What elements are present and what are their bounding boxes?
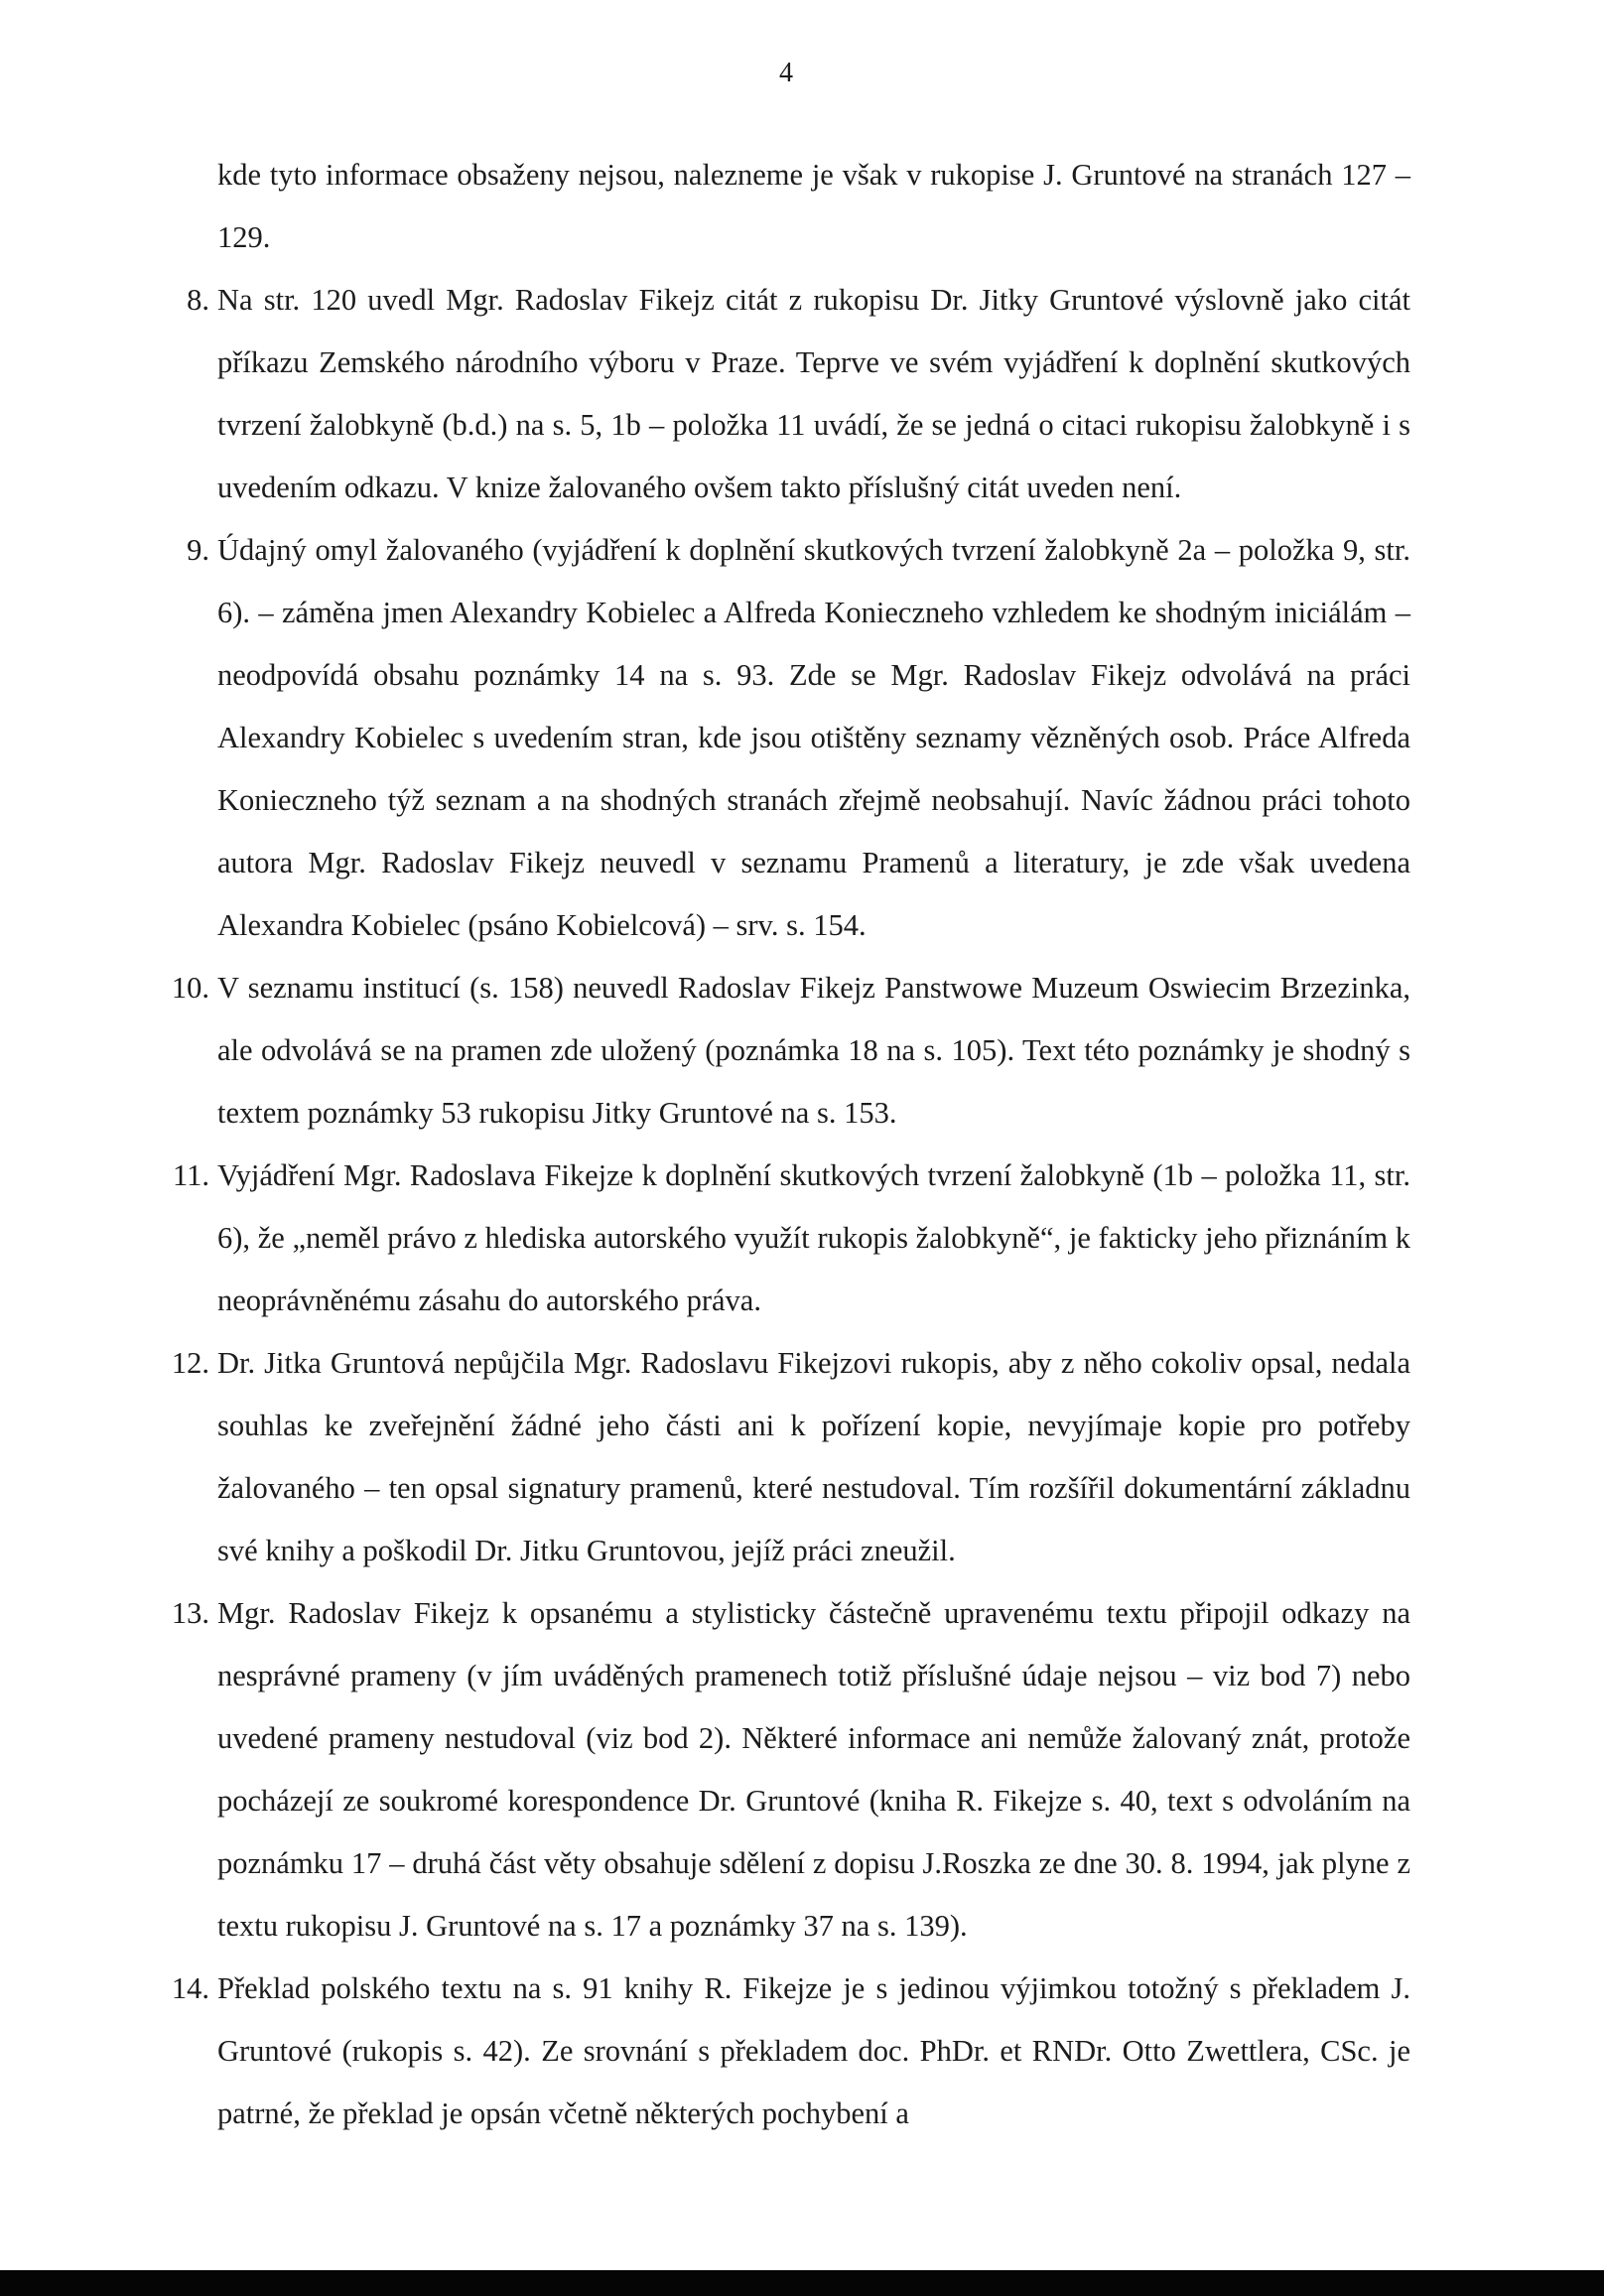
item-text: Dr. Jitka Gruntová nepůjčila Mgr. Radoslavu Fikejzovi rukopis, aby z něho cokoliv opsal, nedala souhlas ke zveřejnění žádné jeho části ani k pořízení kopie, nevyjímaje kopie pro potřeby žalovaného – ten opsal signatury pramenů, které nestudoval. Tím rozšířil dokumentární základnu své knihy a poškodil Dr. Jitku Gruntovou, jejíž práci zneužil. bbox=[217, 1346, 1410, 1567]
numbered-item-10 bbox=[171, 957, 1410, 1145]
item-text: Údajný omyl žalovaného (vyjádření k doplnění skutkových tvrzení žalobkyně 2a – položka 9, str. 6). – záměna jmen Alexandry Kobielec a Alfreda Konieczneho vzhledem ke shodným iniciálám – neodpovídá obsahu poznámky 14 na s. 93. Zde se Mgr. Radoslav Fikejz odvolává na práci Alexandry Kobielec s uvedením stran, kde jsou otištěny seznamy vězněných osob. Práce Alfreda Konieczneho týž seznam a na shodných stranách zřejmě neobsahují. Navíc žádnou práci tohoto autora Mgr. Radoslav Fikejz neuvedl v seznamu Pramenů a literatury, je zde však uvedena Alexandra Kobielec (psáno Kobielcová) – srv. s. 154. bbox=[217, 533, 1410, 942]
item-number: 9. bbox=[187, 533, 209, 567]
numbered-item-11 bbox=[173, 1145, 1410, 1332]
page-number: 4 bbox=[779, 58, 793, 88]
item-number: 10. bbox=[171, 971, 209, 1005]
numbered-item-9 bbox=[187, 519, 1410, 957]
numbered-item-13 bbox=[171, 1582, 1410, 1958]
scan-edge-bar bbox=[0, 2270, 1604, 2296]
item-text: Vyjádření Mgr. Radoslava Fikejze k doplnění skutkových tvrzení žalobkyně (1b – položka 11, str. 6), že „neměl právo z hlediska autorského využít rukopis žalobkyně“, je fakticky jeho přiznáním k neoprávněnému zásahu do autorského práva. bbox=[217, 1158, 1410, 1317]
item-number: 13. bbox=[171, 1596, 209, 1630]
numbered-item-14 bbox=[171, 1958, 1410, 2145]
intro-continuation: kde tyto informace obsaženy nejsou, nalezneme je však v rukopise J. Gruntové na stranách 127 – 129. bbox=[217, 158, 1410, 254]
item-number: 8. bbox=[187, 283, 209, 317]
item-number: 14. bbox=[171, 1971, 209, 2005]
numbered-item-12 bbox=[171, 1332, 1410, 1582]
item-number: 11. bbox=[173, 1158, 209, 1192]
item-number: 12. bbox=[171, 1346, 209, 1380]
item-text: Překlad polského textu na s. 91 knihy R. Fikejze je s jedinou výjimkou totožný s překladem J. Gruntové (rukopis s. 42). Ze srovnání s překladem doc. PhDr. et RNDr. Otto Zwettlera, CSc. je patrné, že překlad je opsán včetně některých pochybení a bbox=[217, 1971, 1410, 2130]
item-text: Na str. 120 uvedl Mgr. Radoslav Fikejz citát z rukopisu Dr. Jitky Gruntové výslovně jako citát příkazu Zemského národního výboru v Praze. Teprve ve svém vyjádření k doplnění skutkových tvrzení žalobkyně (b.d.) na s. 5, 1b – položka 11 uvádí, že se jedná o citaci rukopisu žalobkyně i s uvedením odkazu. V knize žalovaného ovšem takto příslušný citát uveden není. bbox=[217, 283, 1410, 504]
item-text: Mgr. Radoslav Fikejz k opsanému a stylisticky částečně upravenému textu připojil odkazy na nesprávné prameny (v jím uváděných pramenech totiž příslušné údaje nejsou – viz bod 7) nebo uvedené prameny nestudoval (viz bod 2). Některé informace ani nemůže žalovaný znát, protože pocházejí ze soukromé korespondence Dr. Gruntové (kniha R. Fikejze s. 40, text s odvoláním na poznámku 17 – druhá část věty obsahuje sdělení z dopisu J.Roszka ze dne 30. 8. 1994, jak plyne z textu rukopisu J. Gruntové na s. 17 a poznámky 37 na s. 139). bbox=[217, 1596, 1410, 1943]
item-text: V seznamu institucí (s. 158) neuvedl Radoslav Fikejz Panstwowe Muzeum Oswiecim Brzezinka, ale odvolává se na pramen zde uložený (poznámka 18 na s. 105). Text této poznámky je shodný s textem poznámky 53 rukopisu Jitky Gruntové na s. 153. bbox=[217, 971, 1410, 1130]
document-body bbox=[171, 144, 1410, 2145]
numbered-item-8 bbox=[187, 269, 1410, 519]
